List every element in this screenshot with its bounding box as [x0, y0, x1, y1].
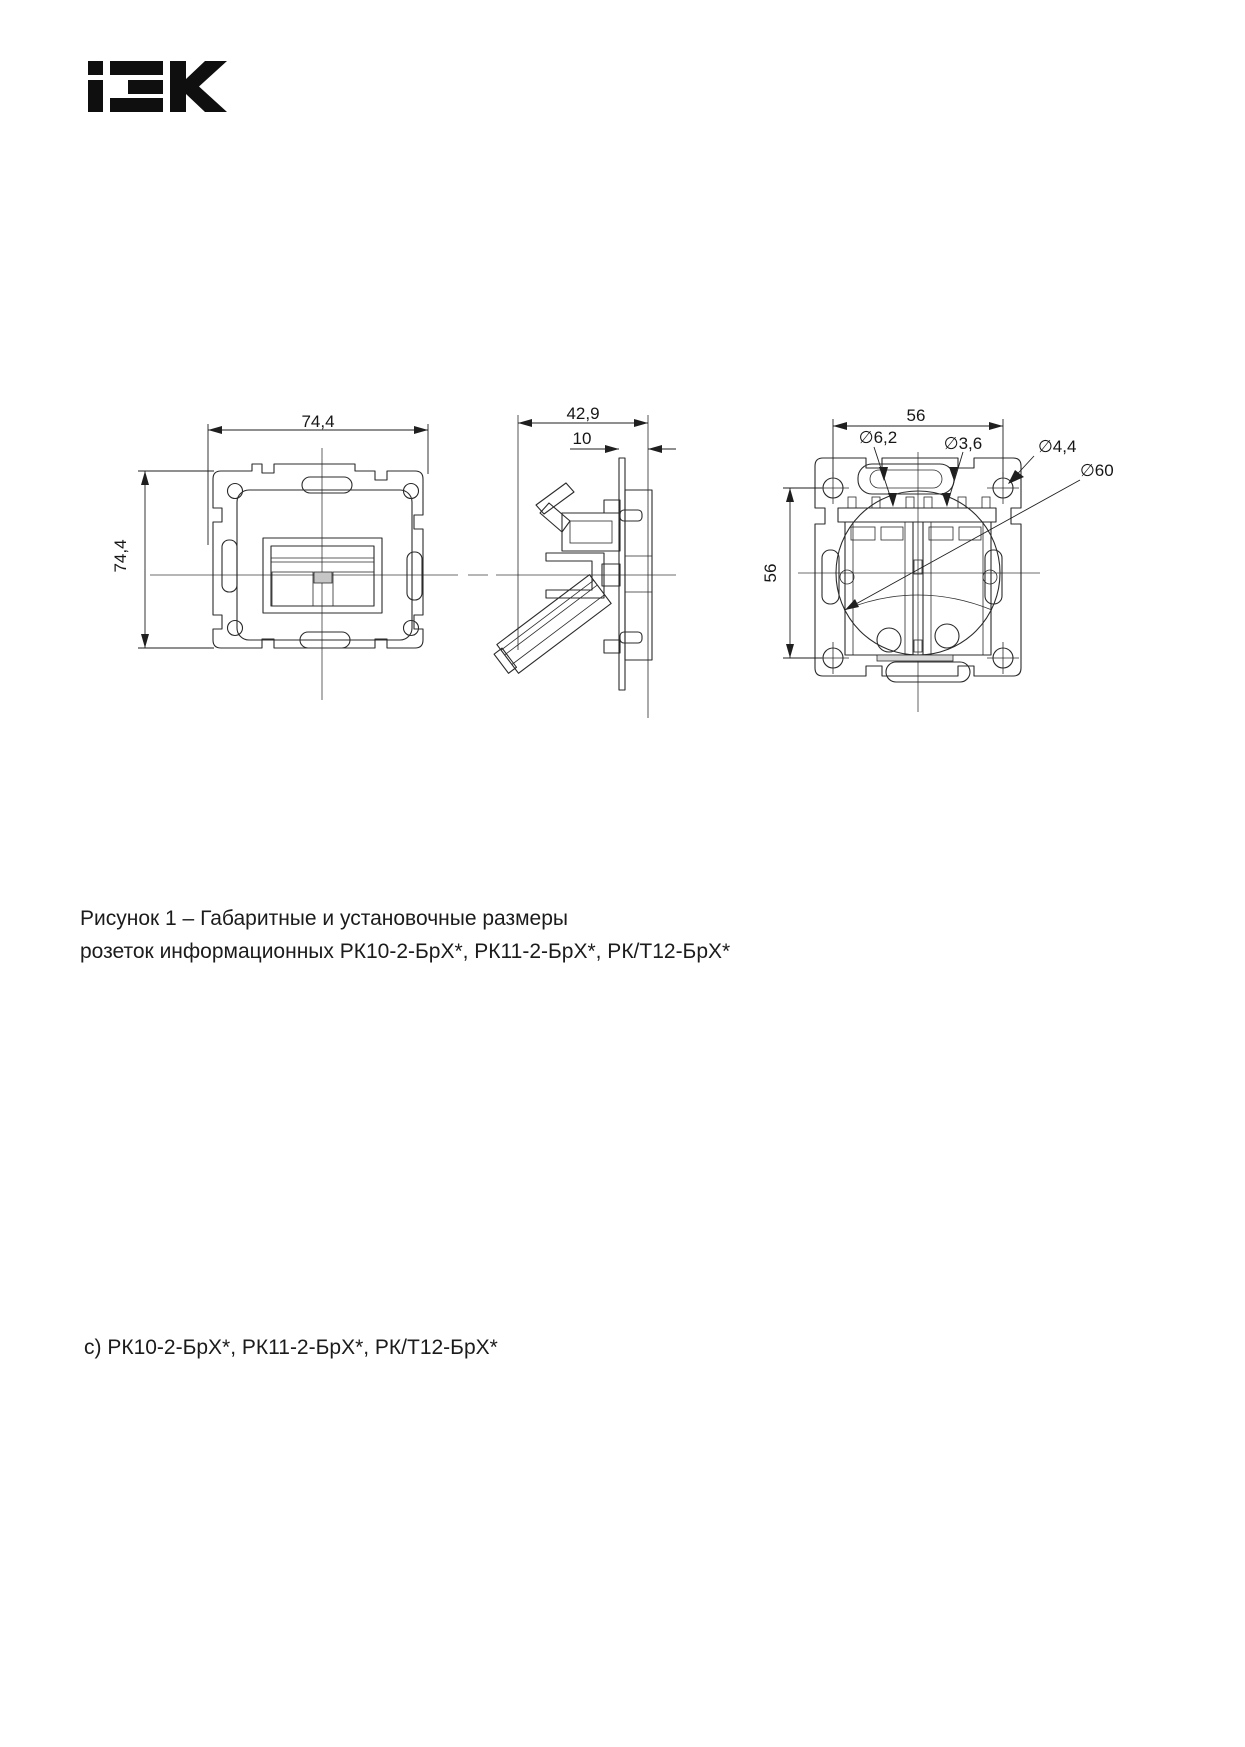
front-corner-hole	[228, 484, 243, 499]
back-width-dim-label: 56	[906, 406, 926, 425]
back-view-drawing	[761, 406, 1114, 712]
side-depth-dim-label: 42,9	[566, 404, 600, 423]
back-height-dim-label: 56	[761, 563, 780, 583]
front-socket-band	[271, 558, 374, 562]
front-height-dim-lines	[138, 471, 214, 648]
side-extension-lines	[518, 415, 648, 718]
front-plate-outline	[213, 464, 423, 648]
back-module-left	[845, 522, 913, 655]
back-mount-dia-label: ∅60	[1080, 461, 1114, 480]
back-module-right	[923, 522, 991, 655]
front-width-dim-label: 74,4	[301, 412, 335, 431]
figure-drawing	[0, 0, 1245, 780]
side-tab-bottom	[604, 640, 620, 653]
side-upper-flap	[536, 483, 574, 514]
side-upper-module	[562, 513, 620, 551]
side-upper-latch	[540, 503, 570, 532]
back-cable-post-left	[877, 628, 901, 652]
front-port-left	[272, 572, 313, 606]
back-bottom-claw	[886, 662, 970, 682]
back-claw-dia-label: ∅6,2	[858, 428, 898, 447]
back-top-claw-inner	[870, 470, 942, 488]
side-upper-module-inner	[570, 521, 612, 543]
side-front-depth-dim-label: 10	[572, 429, 592, 448]
side-screw-pin-top	[620, 510, 642, 521]
back-bottom-strip	[877, 655, 953, 661]
back-left-claw-screw	[840, 570, 854, 584]
side-holder-bracket	[546, 553, 604, 598]
front-top-claw	[302, 477, 352, 493]
back-screw-dia-label: ∅3,6	[943, 434, 983, 453]
item-label: с) РК10-2-БрХ*, РК11-2-БрХ*, РК/Т12-БрХ*	[84, 1336, 498, 1359]
front-view-drawing	[111, 412, 488, 700]
figure-caption	[80, 902, 730, 968]
front-right-claw	[407, 552, 422, 600]
back-cable-post-right	[935, 624, 959, 648]
figure-caption-line1: Рисунок 1 – Габаритные и установочные размеры	[80, 907, 568, 930]
side-tab-top	[604, 500, 620, 513]
front-corner-hole	[228, 621, 243, 636]
front-width-dim-lines	[208, 424, 428, 545]
side-view-drawing	[490, 404, 676, 718]
front-port-divider	[314, 572, 332, 583]
back-module-rail	[838, 508, 996, 522]
front-left-claw	[222, 540, 237, 592]
front-port-right	[333, 572, 374, 606]
side-screw-pin-bottom	[620, 632, 642, 643]
figure-caption-line2: розеток информационных РК10-2-БрХ*, РК11-2-БрХ*, РК/Т12-БрХ*	[80, 940, 731, 963]
back-hole-dia-label: ∅4,4	[1038, 437, 1077, 456]
front-height-dim-label: 74,4	[111, 539, 130, 573]
